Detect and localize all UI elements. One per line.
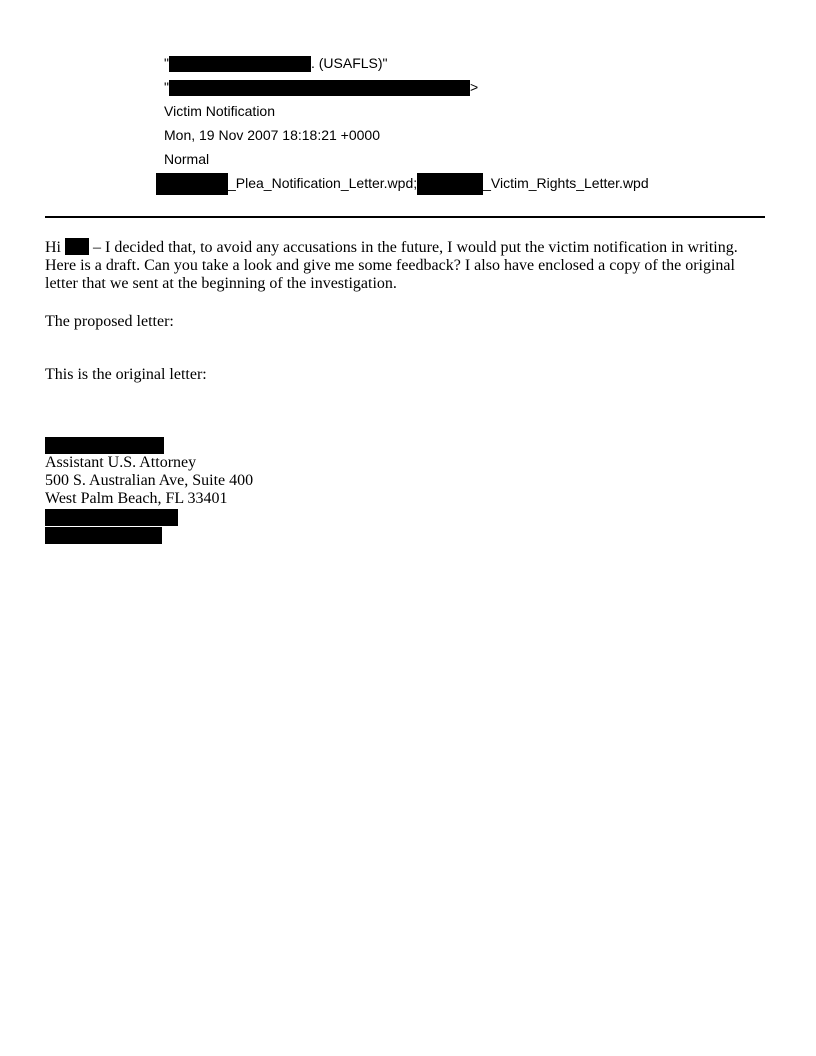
redaction-signature-phone	[45, 509, 178, 526]
signature-address-line-1: 500 S. Australian Ave, Suite 400	[45, 472, 254, 489]
redaction-signature-email	[45, 527, 162, 544]
from-value	[164, 53, 388, 73]
attachment-link-2[interactable]: _Victim_Rights_Letter.wpd	[483, 175, 649, 191]
redaction-to-recipient	[169, 80, 470, 96]
attachment-link-1[interactable]: _Plea_Notification_Letter.wpd;	[228, 175, 418, 191]
attachments-value	[156, 173, 649, 195]
subject-value: Victim Notification	[164, 103, 276, 119]
body-paragraph-2: The proposed letter:	[45, 313, 174, 330]
redaction-attachment-2	[417, 173, 483, 195]
to-value	[164, 77, 478, 97]
from-suffix: . (USAFLS)"	[310, 55, 388, 71]
redaction-attachment-1	[156, 173, 228, 195]
to-prefix: "	[164, 79, 169, 95]
signature-block	[45, 437, 253, 544]
greeting: Hi	[45, 239, 61, 256]
body-paragraph-1-text: – I decided that, to avoid any accusations in the future, I would put the victim notification in writing. Here is a draft. Can you take a look and give me some feedback? I also have enclosed a copy of the original letter that we sent at the beginning of the investigation.	[45, 239, 738, 292]
body-paragraph-3: This is the original letter:	[45, 366, 207, 383]
to-suffix: >	[469, 79, 479, 95]
redaction-from-name	[169, 56, 311, 72]
redaction-signature-name	[45, 437, 164, 454]
importance-value: Normal	[164, 151, 210, 167]
header-divider	[45, 216, 765, 218]
date-value: Mon, 19 Nov 2007 18:18:21 +0000	[164, 127, 381, 143]
signature-address-line-2: West Palm Beach, FL 33401	[45, 490, 228, 507]
body-paragraph-1	[45, 238, 765, 293]
from-prefix: "	[164, 55, 169, 71]
signature-title: Assistant U.S. Attorney	[45, 454, 197, 471]
redaction-recipient-name	[65, 238, 89, 255]
